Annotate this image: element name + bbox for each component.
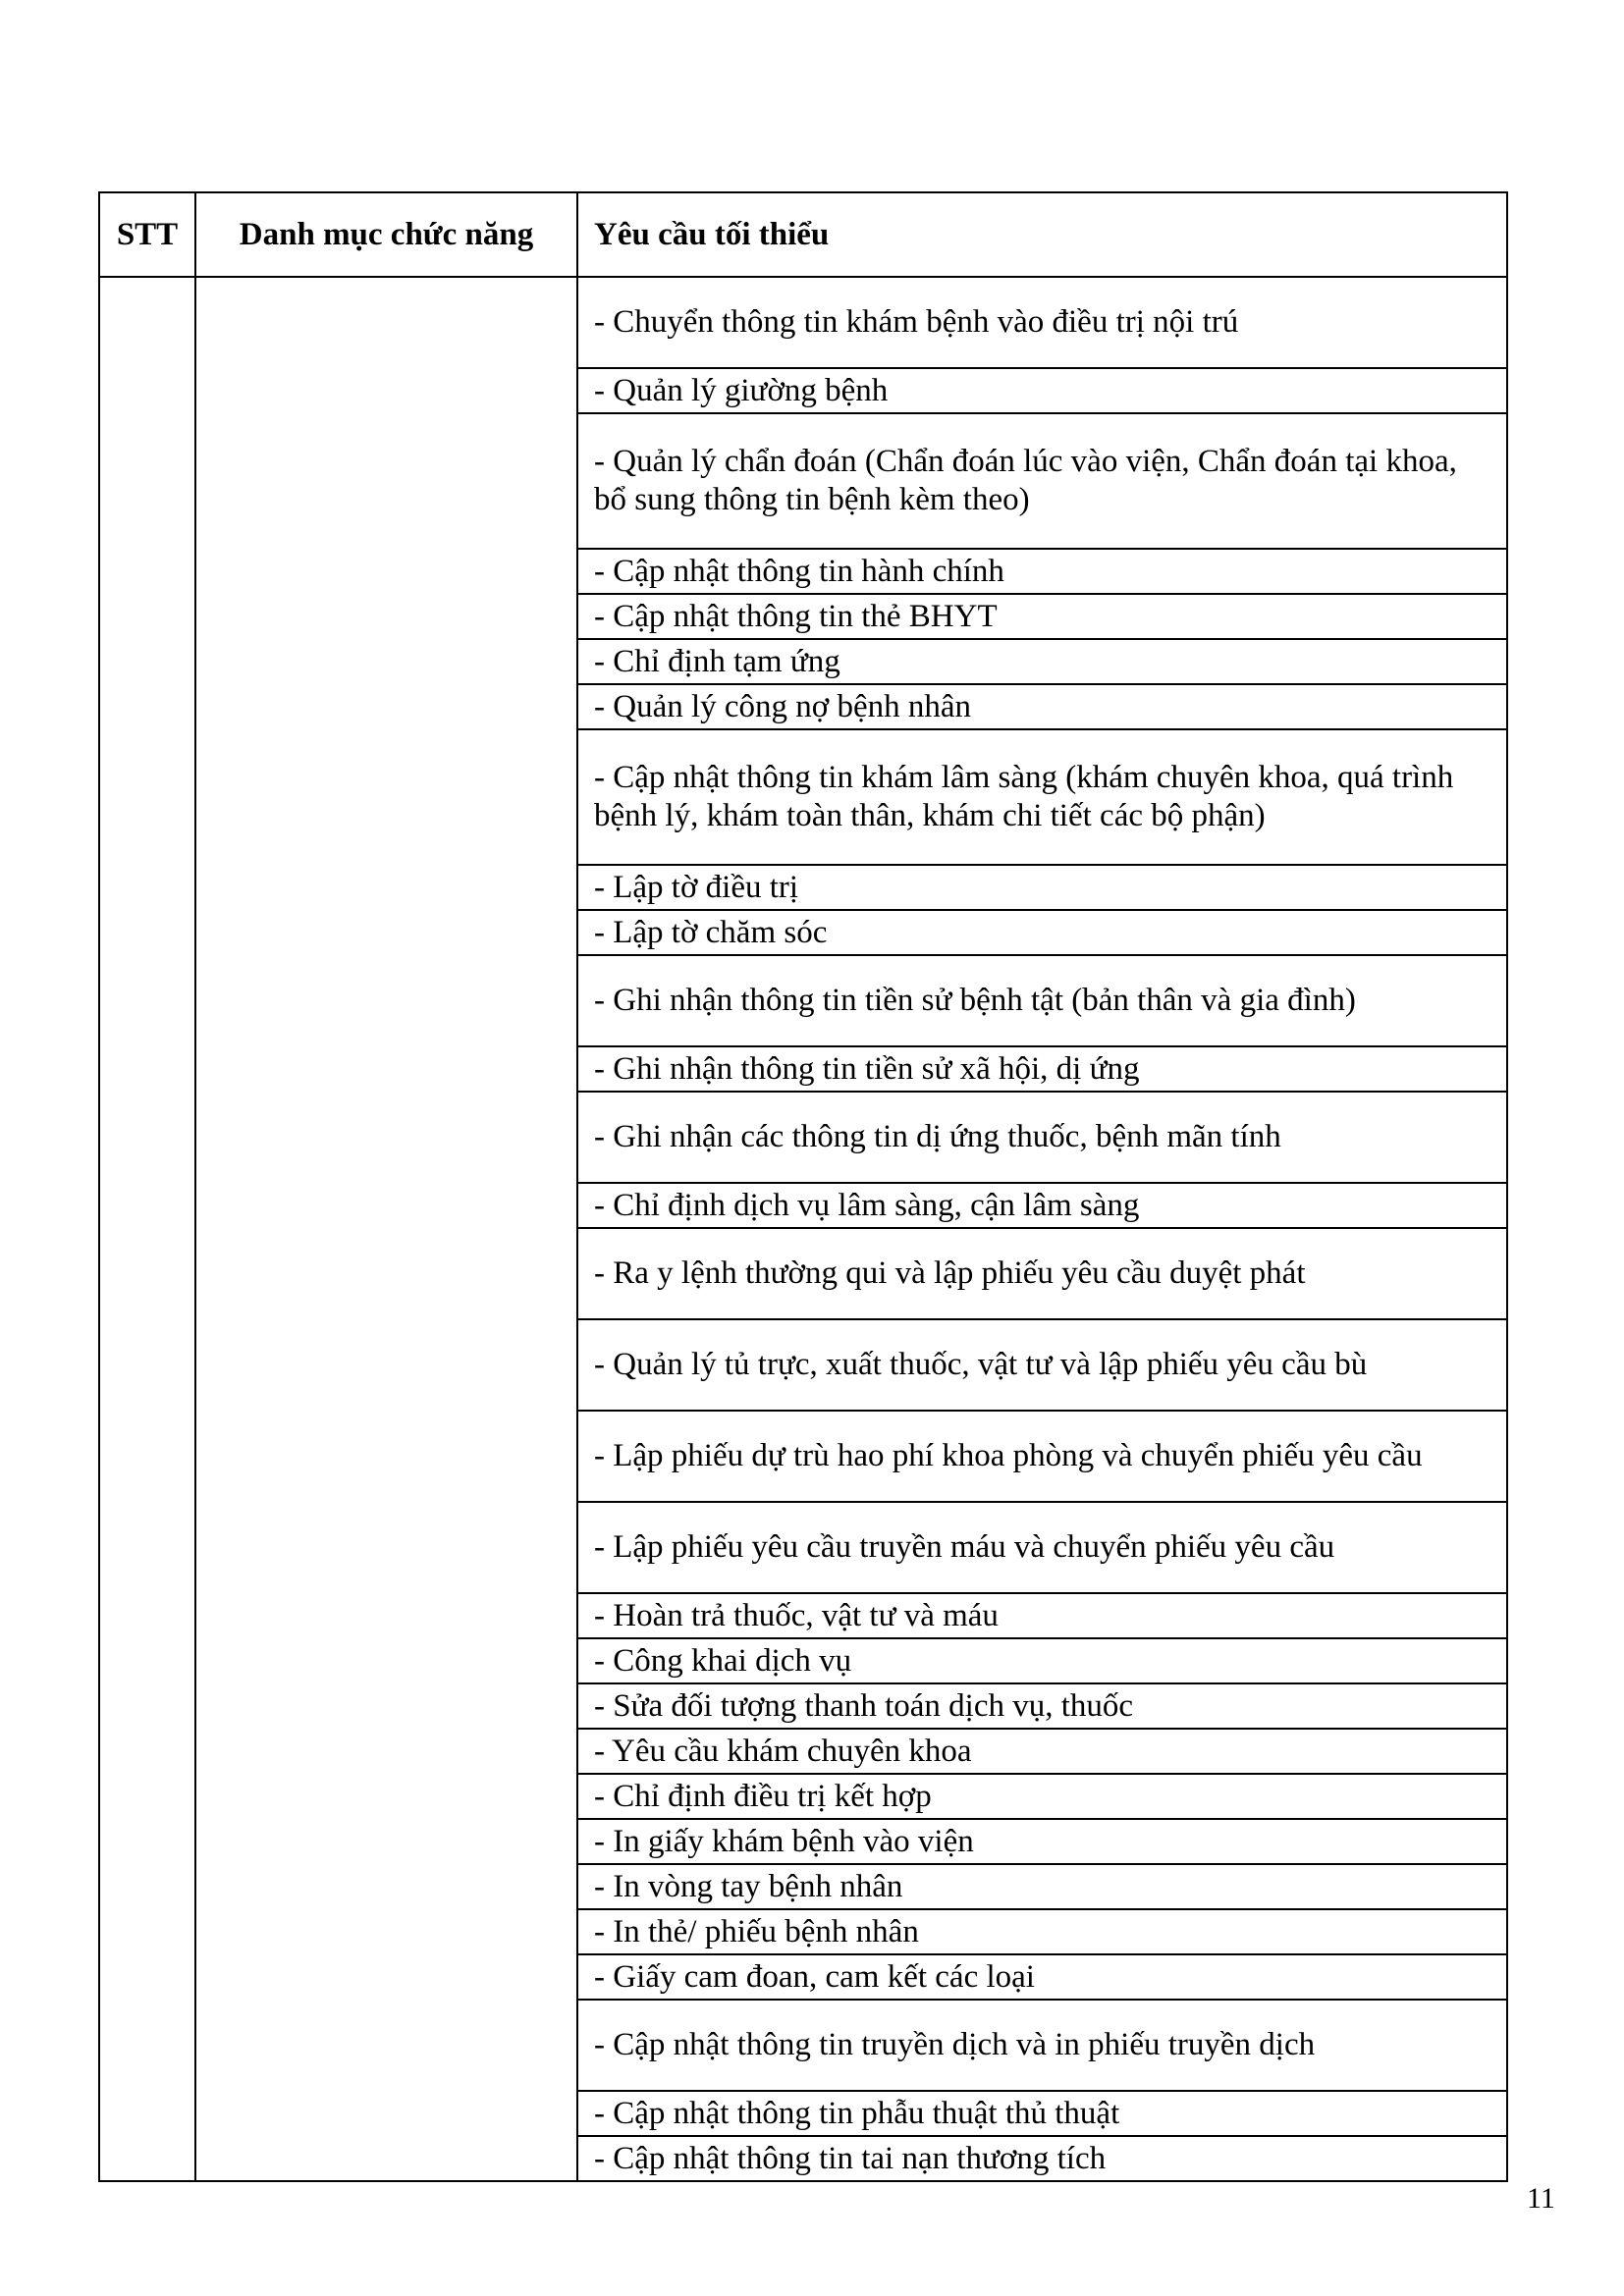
requirement-cell: - Giấy cam đoan, cam kết các loại bbox=[577, 1954, 1507, 2000]
requirement-cell: - In thẻ/ phiếu bệnh nhân bbox=[577, 1909, 1507, 1954]
table-body bbox=[99, 277, 1507, 2181]
category-cell bbox=[195, 277, 577, 2181]
requirement-cell: - Chỉ định điều trị kết hợp bbox=[577, 1774, 1507, 1819]
requirement-cell: - Ghi nhận thông tin tiền sử xã hội, dị ứng bbox=[577, 1046, 1507, 1092]
requirement-cell: - Lập tờ điều trị bbox=[577, 865, 1507, 910]
requirement-cell: - Quản lý giường bệnh bbox=[577, 368, 1507, 413]
requirement-cell: - Cập nhật thông tin khám lâm sàng (khám chuyên khoa, quá trình bệnh lý, khám toàn thân, khám chi tiết các bộ phận) bbox=[577, 729, 1507, 865]
requirement-cell: - Cập nhật thông tin truyền dịch và in phiếu truyền dịch bbox=[577, 2000, 1507, 2091]
requirement-cell: - Cập nhật thông tin tai nạn thương tích bbox=[577, 2136, 1507, 2181]
requirement-cell: - Quản lý tủ trực, xuất thuốc, vật tư và lập phiếu yêu cầu bù bbox=[577, 1319, 1507, 1411]
header-stt: STT bbox=[99, 192, 195, 277]
requirement-cell: - Ghi nhận các thông tin dị ứng thuốc, bệnh mãn tính bbox=[577, 1092, 1507, 1183]
requirement-cell: - Lập phiếu dự trù hao phí khoa phòng và chuyển phiếu yêu cầu bbox=[577, 1411, 1507, 1502]
requirement-cell: - Yêu cầu khám chuyên khoa bbox=[577, 1729, 1507, 1774]
requirement-cell: - Ghi nhận thông tin tiền sử bệnh tật (bản thân và gia đình) bbox=[577, 955, 1507, 1046]
requirement-cell: - Quản lý công nợ bệnh nhân bbox=[577, 684, 1507, 729]
header-requirement: Yêu cầu tối thiểu bbox=[577, 192, 1507, 277]
requirement-cell: - Quản lý chẩn đoán (Chẩn đoán lúc vào viện, Chẩn đoán tại khoa, bổ sung thông tin bệnh kèm theo) bbox=[577, 413, 1507, 549]
requirement-cell: - In giấy khám bệnh vào viện bbox=[577, 1819, 1507, 1864]
requirement-cell: - Lập tờ chăm sóc bbox=[577, 910, 1507, 955]
requirement-cell: - Cập nhật thông tin thẻ BHYT bbox=[577, 594, 1507, 639]
requirement-cell: - Sửa đối tượng thanh toán dịch vụ, thuốc bbox=[577, 1683, 1507, 1729]
page-number: 11 bbox=[1527, 2182, 1555, 2215]
requirement-cell: - Hoàn trả thuốc, vật tư và máu bbox=[577, 1593, 1507, 1638]
requirement-cell: - Cập nhật thông tin phẫu thuật thủ thuật bbox=[577, 2091, 1507, 2136]
requirement-cell: - Cập nhật thông tin hành chính bbox=[577, 549, 1507, 594]
header-category: Danh mục chức năng bbox=[195, 192, 577, 277]
requirements-table bbox=[98, 191, 1508, 2182]
requirement-cell: - Chỉ định tạm ứng bbox=[577, 639, 1507, 684]
requirement-cell: - Công khai dịch vụ bbox=[577, 1638, 1507, 1683]
requirement-cell: - In vòng tay bệnh nhân bbox=[577, 1864, 1507, 1909]
requirement-cell: - Chỉ định dịch vụ lâm sàng, cận lâm sàng bbox=[577, 1183, 1507, 1228]
table-header-row bbox=[99, 192, 1507, 277]
requirement-cell: - Lập phiếu yêu cầu truyền máu và chuyển phiếu yêu cầu bbox=[577, 1502, 1507, 1593]
stt-cell bbox=[99, 277, 195, 2181]
requirement-cell: - Chuyển thông tin khám bệnh vào điều trị nội trú bbox=[577, 277, 1507, 368]
table-row bbox=[99, 277, 1507, 368]
requirement-cell: - Ra y lệnh thường qui và lập phiếu yêu cầu duyệt phát bbox=[577, 1228, 1507, 1319]
